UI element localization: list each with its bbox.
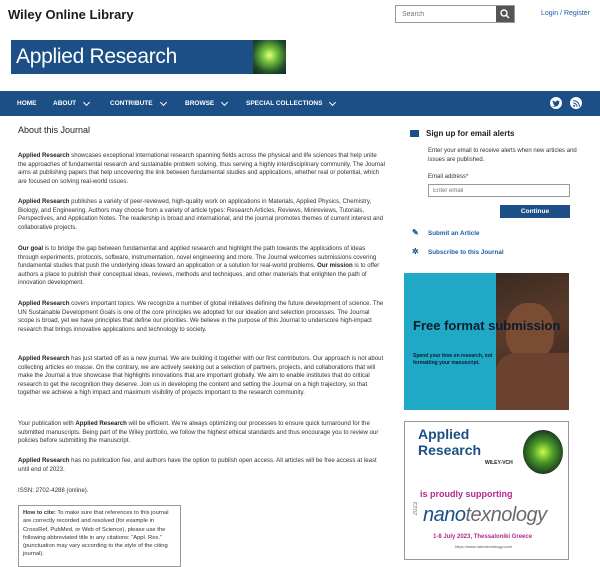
nav-about-label: ABOUT bbox=[53, 100, 77, 107]
journal-banner[interactable] bbox=[11, 40, 286, 74]
ad-journal-title bbox=[418, 426, 498, 458]
about-paragraph-6 bbox=[18, 420, 386, 446]
ad-title: Free format submission bbox=[413, 318, 561, 333]
nav-browse[interactable] bbox=[185, 91, 227, 116]
issn-text: ISSN: 2702-4288 (online). bbox=[18, 487, 89, 494]
paragraph-text: will be efficient. We’re always optimizing our processes to ensure quick turnaround for the submitted manuscripts. Being part of the Wiley portfolio, we follow the highest ethical standards and thus encourage you to review our policies before submitting the manuscript. bbox=[18, 420, 379, 444]
about-paragraph-7 bbox=[18, 457, 386, 474]
nav-home-label: HOME bbox=[17, 100, 37, 107]
event-date: 1-8 July 2023, Thessaloniki Greece bbox=[433, 534, 533, 540]
about-paragraph-4 bbox=[18, 300, 386, 334]
search-icon bbox=[500, 9, 510, 19]
nav-home[interactable] bbox=[17, 91, 37, 116]
search-input[interactable] bbox=[396, 6, 496, 22]
email-alerts-heading bbox=[410, 129, 514, 138]
search-button[interactable] bbox=[496, 6, 514, 22]
paragraph-text: has no publication fee, and authors have the option to publish open access. All articles will be free access at least until end of 2023. bbox=[18, 457, 377, 473]
paragraph-text: has just started off as a new journal. We are building it together with our first contributors. Our approach is not about collecting articles bbox=[18, 355, 384, 371]
paragraph-text: . On the contrary, we are actively seeking out a selection of partners, projects, and collaborations that will make the Journal a true showcase that highlights innovations that are important globally. We aim to enable institutes that do critical research to get the recognition they deserve. Join us in developing the content and setting the Journal on a high trajectory, so that together we achieve a high impact and maximum visibility of projects important to the research community. bbox=[18, 363, 376, 396]
about-paragraph-1 bbox=[18, 152, 386, 186]
email-alerts-title: Sign up for email alerts bbox=[426, 129, 515, 138]
submit-article-link[interactable] bbox=[412, 229, 480, 237]
banner-cover-image bbox=[253, 40, 286, 74]
nav-contribute[interactable] bbox=[110, 91, 166, 116]
nav-browse-label: BROWSE bbox=[185, 100, 215, 107]
how-to-cite-box bbox=[18, 505, 181, 567]
main-content bbox=[18, 125, 384, 135]
search-box bbox=[395, 5, 515, 23]
nano-text: nano bbox=[423, 504, 466, 526]
chevron-down-icon bbox=[329, 98, 336, 105]
nanotexnology-logo bbox=[423, 504, 547, 527]
nav-contribute-label: CONTRIBUTE bbox=[110, 100, 153, 107]
about-paragraph-3 bbox=[18, 245, 386, 288]
wiley-vch-logo: WILEY-VCH bbox=[485, 460, 513, 466]
top-bar bbox=[0, 0, 600, 34]
paragraph-text: is to offer authors a place to publish their conceptual ideas, reviews, methods and techniques, and other materials that enlighten the path of innovation development. bbox=[18, 262, 380, 286]
ad-subtitle: Spend your time on research, not formatting your manuscript. bbox=[413, 353, 493, 366]
ad-support-text: is proudly supporting bbox=[420, 489, 513, 499]
ad-journal-title-text: Applied Research bbox=[418, 426, 482, 458]
login-register-link[interactable]: Login / Register bbox=[541, 10, 591, 17]
gear-icon: ✲ bbox=[412, 247, 419, 256]
cite-text: To make sure that references to this journal are correctly recorded and resolved (for example in CrossRef, PubMed, or Web of Science), please use the following abbreviated title in any citations: “Appl. Res.” (punctuation may vary according to the style of the citing journal). bbox=[23, 510, 169, 558]
paragraph-text: showcases exceptional international research spanning fields across the physical and life sciences that help unite the approaches of fundamental research and sustainable problem solving, thus serving a highly interdisciplinary community. The Journal aims at publishing papers that help uncovering the link between fundamental studies and applications, whether real or potential, which are focused on solving real-world issues. bbox=[18, 152, 385, 185]
journal-name-bold: Applied Research bbox=[18, 457, 70, 464]
mission-bold: Our mission bbox=[317, 262, 353, 269]
email-label: Email address* bbox=[428, 174, 469, 180]
chevron-down-icon bbox=[221, 98, 228, 105]
pencil-icon: ✎ bbox=[412, 228, 419, 237]
site-brand[interactable]: Wiley Online Library bbox=[8, 7, 134, 22]
about-paragraph-2 bbox=[18, 198, 386, 232]
ad-cover-image bbox=[523, 430, 563, 474]
event-url[interactable]: https://www.nanotexnology.com/ bbox=[455, 544, 513, 549]
paragraph-text: is to bridge the gap between fundamental and applied research and highlight the path towards the applications of ideas through experiments, protocols, software, instrumentation, novel engineering and more. The Journal welcomes submissions covering fundamental studies that push the underlying ideas toward an application or a solution for real-world problems. bbox=[18, 245, 377, 269]
subscribe-label: Subscribe to this Journal bbox=[428, 248, 504, 256]
chevron-down-icon bbox=[160, 98, 167, 105]
rss-icon[interactable] bbox=[570, 97, 582, 109]
ad-year: 2023 bbox=[413, 502, 419, 516]
nanotexnology-ad[interactable] bbox=[404, 421, 569, 560]
emphasis-text: en masse bbox=[66, 363, 93, 371]
journal-name-bold: Applied Research bbox=[18, 355, 70, 362]
paragraph-text: covers important topics. We recognize a number of global initiatives defining the future development of science. The UN Sustainable Development Goals is one of the core principles we adopted for our ideation and selection processes. The Journal scope is broad, yet we have principles that define our priorities. We believe in the purpose of this Journal to underscore high-impact research that brings innovative applications and technology to society. bbox=[18, 300, 384, 333]
chevron-down-icon bbox=[83, 98, 90, 105]
journal-name-bold: Applied Research bbox=[18, 300, 70, 307]
submit-article-label: Submit an Article bbox=[428, 229, 480, 237]
journal-title: Applied Research bbox=[16, 45, 177, 68]
continue-button[interactable]: Continue bbox=[500, 205, 570, 218]
paragraph-text: publishes a variety of peer-reviewed, high-quality work on applications in Materials, Applied Physics, Chemistry, Biology, and Engineering. Authors may choose from a variety of article types: Research Articles, Reviews, Minireviews, Tutorials, Perspectives, and Application Notes. The readership is broad and international, and the journal promotes themes of current interest and collaborative projects. bbox=[18, 198, 384, 231]
about-paragraph-5 bbox=[18, 355, 386, 398]
email-field[interactable] bbox=[428, 184, 570, 197]
nav-about[interactable] bbox=[53, 91, 89, 116]
journal-name-bold: Applied Research bbox=[18, 198, 70, 205]
mail-icon bbox=[410, 130, 419, 137]
free-format-ad[interactable] bbox=[404, 273, 569, 410]
texnology-text: texnology bbox=[465, 504, 547, 526]
cite-heading: How to cite: bbox=[23, 510, 56, 516]
subscribe-link[interactable] bbox=[412, 248, 504, 256]
twitter-icon[interactable] bbox=[550, 97, 562, 109]
paragraph-text: Your publication with bbox=[18, 420, 76, 427]
main-nav bbox=[0, 91, 600, 116]
goal-bold: Our goal bbox=[18, 245, 44, 252]
journal-name-bold: Applied Research bbox=[75, 420, 127, 427]
nav-special-collections[interactable] bbox=[246, 91, 335, 116]
journal-name-bold: Applied Research bbox=[18, 152, 70, 159]
email-alerts-description: Enter your email to receive alerts when new articles and issues are published. bbox=[428, 148, 577, 163]
page-title: About this Journal bbox=[18, 125, 91, 135]
nav-special-collections-label: SPECIAL COLLECTIONS bbox=[246, 100, 323, 107]
